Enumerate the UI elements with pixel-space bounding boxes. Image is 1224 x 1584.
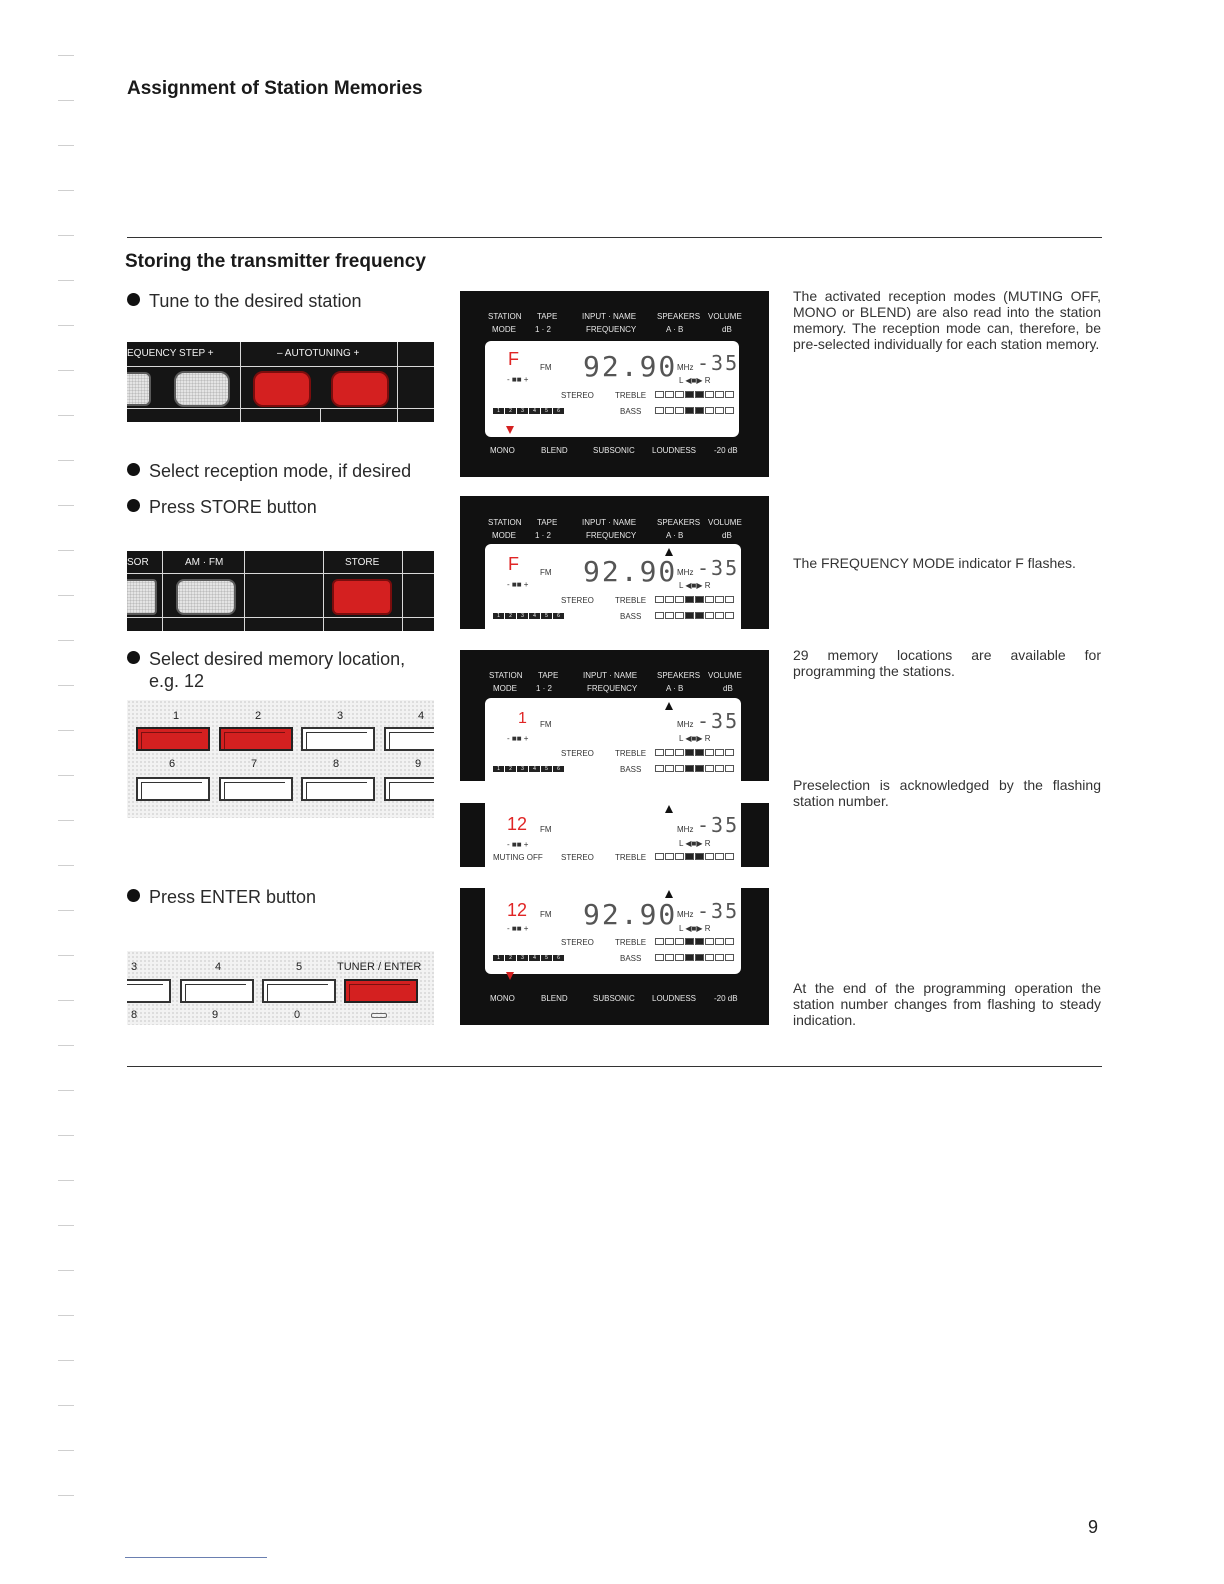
margin-tick: [58, 820, 74, 821]
station-number-flashing: 12: [507, 814, 528, 834]
margin-tick: [58, 1180, 74, 1181]
step-select-memory: Select desired memory location, e.g. 12: [127, 648, 405, 692]
memory-key-4[interactable]: [384, 727, 434, 751]
margin-tick: [58, 280, 74, 281]
store-panel: [127, 551, 434, 631]
margin-tick: [58, 190, 74, 191]
margin-tick: [58, 595, 74, 596]
note-frequency-mode: The FREQUENCY MODE indicator F flashes.: [793, 555, 1076, 571]
volume-readout: -35: [697, 351, 740, 375]
margin-tick: [58, 910, 74, 911]
note-end-programming: At the end of the programming operation the station number changes from flashing to steady indication.: [793, 980, 1101, 1028]
station-number-flashing: 1: [518, 710, 527, 727]
volume-readout: -35: [697, 556, 740, 580]
margin-tick: [58, 460, 74, 461]
store-button[interactable]: [332, 579, 392, 615]
enter-key-panel: 3 4 5 TUNER / ENTER 8 9 0: [127, 951, 434, 1025]
autotuning-label: – AUTOTUNING +: [277, 348, 360, 359]
display-panel-2: STATION TAPE INPUT · NAME SPEAKERS VOLUME MODE 1 · 2 FREQUENCY A · B dB F FM - ■■ + 92.90 MHz -35 L ◀■▶ R STEREO TREBLE BASS 1 2 3 4 5 6: [460, 496, 769, 629]
lcd-window: 12 FM - ■■ + MHz -35 L ◀■▶ R MUTING OFF STEREO TREBLE: [485, 803, 741, 867]
sor-label: SOR: [127, 557, 149, 568]
memory-key-4[interactable]: [180, 979, 254, 1003]
autotuning-up-button[interactable]: [331, 371, 389, 407]
margin-tick: [58, 1045, 74, 1046]
sor-button[interactable]: [127, 579, 157, 615]
margin-tick: [58, 1270, 74, 1271]
margin-tick: [58, 640, 74, 641]
am-fm-label: AM · FM: [185, 557, 224, 568]
tuner-enter-button[interactable]: [344, 979, 418, 1003]
bottom-rule: [127, 1066, 1102, 1067]
margin-tick: [58, 325, 74, 326]
volume-readout: -35: [697, 899, 740, 923]
margin-tick: [58, 1450, 74, 1451]
frequency-readout: 92.90: [583, 898, 678, 931]
memory-key-panel: 1 2 3 4 6 7 8 9: [127, 700, 434, 818]
frequency-step-label: EQUENCY STEP +: [127, 348, 214, 359]
frequency-readout: 92.90: [583, 555, 678, 588]
margin-tick: [58, 1360, 74, 1361]
margin-tick: [58, 775, 74, 776]
memory-key-3[interactable]: [301, 727, 375, 751]
note-reception-modes: The activated reception modes (MUTING OFF, MONO or BLEND) are also read into the station memory. The reception mode can, therefore, be pre-selected individually for each station memory.: [793, 288, 1101, 352]
margin-tick: [58, 1090, 74, 1091]
memory-key-3[interactable]: [127, 979, 171, 1003]
lcd-window: F FM - ■■ + 92.90 MHz -35 L ◀■▶ R STEREO TREBLE BASS 1 2 3 4 5 6: [485, 544, 741, 629]
store-label: STORE: [345, 557, 380, 568]
memory-key-9[interactable]: [384, 777, 434, 801]
frequency-step-down-button[interactable]: [127, 372, 151, 406]
autotuning-down-button[interactable]: [253, 371, 311, 407]
muting-off-indicator: MUTING OFF: [493, 853, 543, 862]
step-press-enter: Press ENTER button: [127, 886, 316, 908]
bullet-icon: [127, 651, 140, 664]
margin-tick: [58, 1405, 74, 1406]
margin-tick: [58, 415, 74, 416]
step-press-store: Press STORE button: [127, 496, 317, 518]
lcd-window: 1 FM - ■■ + MHz -35 L ◀■▶ R STEREO TREBLE BASS 1 2 3 4 5 6: [485, 698, 741, 781]
volume-readout: -35: [697, 813, 740, 837]
memory-key-2[interactable]: [219, 727, 293, 751]
display-panel-1: STATION TAPE INPUT · NAME SPEAKERS VOLUME MODE 1 · 2 FREQUENCY A · B dB F FM - ■■ + 92.90 MHz -35 L ◀■▶ R STEREO TREBLE BASS 1 2 3 4 5 6 MONO BLEND SUBSONIC LOUDNESS -20 dB: [460, 291, 769, 477]
display-panel-5: 12 FM - ■■ + 92.90 MHz -35 L ◀■▶ R STEREO TREBLE BASS 1 2 3 4 5 6 MONO BLEND SUBSONIC LOUDNESS -20 dB: [460, 888, 769, 1025]
margin-tick: [58, 1135, 74, 1136]
margin-tick: [58, 55, 74, 56]
memory-key-1[interactable]: [136, 727, 210, 751]
frequency-mode-indicator: F: [508, 349, 519, 369]
display-panel-3: STATION TAPE INPUT · NAME SPEAKERS VOLUME MODE 1 · 2 FREQUENCY A · B dB 1 FM - ■■ + MHz -35 L ◀■▶ R STEREO TREBLE BASS 1 2 3 4 5 6: [460, 650, 769, 781]
volume-readout: -35: [697, 709, 740, 733]
bullet-icon: [127, 463, 140, 476]
display-panel-4: [460, 803, 769, 867]
margin-tick: [58, 1315, 74, 1316]
note-preselection: Preselection is acknowledged by the flashing station number.: [793, 777, 1101, 809]
margin-tick: [58, 235, 74, 236]
tuning-panel: [127, 342, 434, 422]
margin-tick: [58, 505, 74, 506]
margin-tick: [58, 1225, 74, 1226]
step-tune: Tune to the desired station: [127, 290, 361, 312]
step-select-mode: Select reception mode, if desired: [127, 460, 411, 482]
margin-tick: [58, 145, 74, 146]
top-rule: [127, 237, 1102, 238]
tuner-enter-label: TUNER / ENTER: [337, 961, 422, 973]
margin-tick: [58, 370, 74, 371]
note-memory-locations: 29 memory locations are available for programming the stations.: [793, 647, 1101, 679]
margin-tick: [58, 685, 74, 686]
memory-key-8[interactable]: [301, 777, 375, 801]
bullet-icon: [127, 293, 140, 306]
frequency-mode-indicator-flashing: F: [508, 554, 519, 574]
bullet-icon: [127, 889, 140, 902]
frequency-step-up-button[interactable]: [174, 371, 230, 407]
margin-tick: [58, 730, 74, 731]
margin-tick: [58, 955, 74, 956]
enter-arrow-icon: [371, 1013, 387, 1018]
am-fm-button[interactable]: [176, 579, 236, 615]
page-heading: Assignment of Station Memories: [127, 78, 423, 99]
footer-line: [125, 1557, 267, 1558]
margin-tick: [58, 1000, 74, 1001]
margin-tick: [58, 865, 74, 866]
lcd-window: 12 FM - ■■ + 92.90 MHz -35 L ◀■▶ R STEREO TREBLE BASS 1 2 3 4 5 6: [485, 888, 741, 974]
section-title: Storing the transmitter frequency: [125, 251, 426, 272]
frequency-readout: 92.90: [583, 350, 678, 383]
page-number: 9: [1088, 1517, 1099, 1537]
margin-tick: [58, 550, 74, 551]
memory-key-7[interactable]: [219, 777, 293, 801]
margin-tick: [58, 1495, 74, 1496]
memory-key-6[interactable]: [136, 777, 210, 801]
station-number-steady: 12: [507, 900, 528, 920]
lcd-window: F FM - ■■ + 92.90 MHz -35 L ◀■▶ R STEREO TREBLE BASS 1 2 3 4 5 6: [485, 341, 739, 437]
margin-tick: [58, 100, 74, 101]
memory-key-5[interactable]: [262, 979, 336, 1003]
bullet-icon: [127, 499, 140, 512]
